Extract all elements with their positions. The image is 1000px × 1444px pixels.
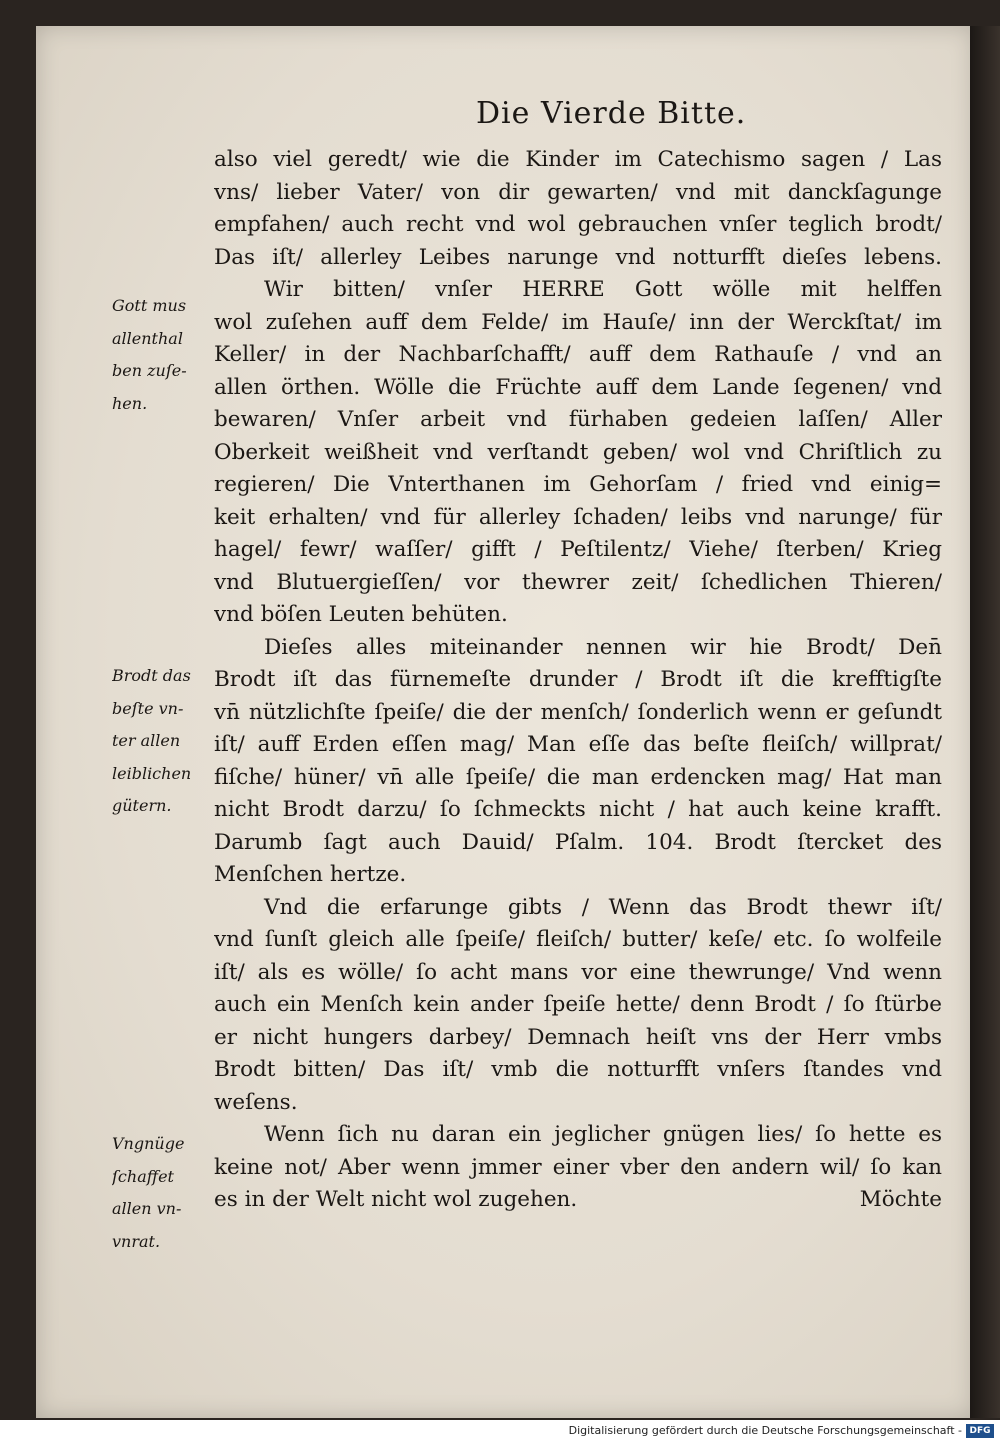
margin-note-line: Vngnüge (112, 1134, 185, 1153)
text-line: Keller/ in der Nachbarſchafft/ auff dem Rathauſe / vnd an (214, 342, 942, 367)
margin-note-line: ter allen (112, 731, 181, 750)
margin-note (112, 1128, 214, 1258)
text-line: also viel geredt/ wie die Kinder im Catechismo sagen / Las (214, 147, 942, 172)
text-line: auch ein Menſch kein ander ſpeiſe hette/ denn Brodt / ſo ſtürbe (214, 992, 942, 1017)
text-line: iſt/ auff Erden eſſen mag/ Man eſſe das beſte fleiſch/ willprat/ (214, 732, 942, 757)
text-line: Dieſes alles miteinander nennen wir hie Brodt/ Den̄ (264, 634, 942, 660)
text-line: Das iſt/ allerley Leibes narunge vnd notturfft dieſes lebens. (214, 244, 942, 270)
margin-note (112, 290, 214, 420)
margin-note-line: allenthal (112, 328, 183, 348)
text-line: Menſchen hertze. (214, 862, 407, 887)
text-line: allen örthen. Wölle die Früchte auff dem Lande ſegenen/ vnd (214, 374, 942, 400)
book-gutter (970, 26, 1000, 1418)
text-line: keit erhalten/ vnd für allerley ſchaden/ leibs vnd narunge/ für (214, 504, 942, 530)
text-line: bewaren/ Vnſer arbeit vnd fürhaben gedeien laſſen/ Aller (214, 407, 942, 432)
body-text (214, 144, 942, 1217)
text-line: er nicht hungers darbey/ Demnach heiſt vns der Herr vmbs (214, 1024, 942, 1050)
margin-note-line: hen. (112, 393, 148, 413)
text-line: nicht Brodt darzu/ ſo ſchmeckts nicht / hat auch keine krafft. (214, 797, 942, 822)
text-line: weſens. (214, 1089, 298, 1115)
text-line: Darumb ſagt auch Dauid/ Pſalm. 104. Brodt ſtercket des (214, 829, 942, 855)
margin-note-line: beſte vn- (112, 698, 184, 718)
margin-note-line: gütern. (112, 796, 172, 815)
text-line: vnd böſen Leuten behüten. (214, 602, 508, 627)
text-line: fiſche/ hüner/ vn̄ alle ſpeiſe/ die man erdencken mag/ Hat man (214, 764, 942, 790)
text-line: regieren/ Die Vnterthanen im Gehorſam / fried vnd einig= (214, 472, 942, 497)
text-line: es in der Welt nicht wol zugehen. (214, 1187, 578, 1212)
text-line: Brodt bitten/ Das iſt/ vmb die notturfft vnſers ſtandes vnd (214, 1057, 942, 1082)
text-line: iſt/ als es wölle/ ſo acht mans vor eine thewrunge/ Vnd wenn (214, 959, 942, 985)
footer-bar (0, 1420, 1000, 1444)
margin-note-line: ben zuſe- (112, 361, 187, 380)
text-line: Wir bitten/ vnſer HERRE Gott wölle mit helffen (264, 277, 942, 302)
running-head: Die Vierde Bitte. (476, 96, 747, 131)
text-line: keine not/ Aber wenn jmmer einer vber den andern wil/ ſo kan (214, 1154, 942, 1180)
text-line: wol zuſehen auff dem Felde/ im Hauſe/ inn der Werckſtat/ im (214, 309, 942, 335)
text-line: vn̄ nützlichſte ſpeiſe/ die der menſch/ ſonderlich wenn er geſundt (214, 699, 942, 725)
margin-note (112, 660, 214, 823)
text-line: Brodt iſt das fürnemeſte drunder / Brodt iſt die krefftigſte (214, 667, 942, 692)
text-line: Vnd die erfarunge gibts / Wenn das Brodt thewr iſt/ (264, 894, 942, 920)
margin-note-line: leiblichen (112, 763, 192, 783)
text-line: hagel/ fewr/ waſſer/ gifft / Peſtilentz/ Viehe/ ſterben/ Krieg (214, 537, 942, 562)
catchword: Möchte (859, 1187, 942, 1212)
text-line: empfahen/ auch recht vnd wol gebrauchen vnſer teglich brodt/ (214, 212, 942, 237)
text-line: vns/ lieber Vater/ von dir gewarten/ vnd mit danckſagunge (214, 179, 942, 205)
margin-note-line: allen vn- (112, 1199, 182, 1218)
footer-credit: Digitalisierung gefördert durch die Deutsche Forschungsgemeinschaft - (568, 1424, 962, 1437)
text-line: vnd Blutuergieſſen/ vor thewrer zeit/ ſchedlichen Thieren/ (214, 569, 942, 595)
margin-note-line: Brodt das (112, 666, 191, 685)
dfg-logo[interactable]: DFG (966, 1424, 994, 1438)
text-line: Wenn ſich nu daran ein jeglicher gnügen lies/ ſo hette es (264, 1122, 942, 1147)
margin-note-line: vnrat. (112, 1231, 161, 1251)
margin-note-line: ſchaffet (112, 1166, 174, 1186)
text-line: vnd ſunſt gleich alle ſpeiſe/ fleiſch/ butter/ keſe/ etc. ſo wolfeile (214, 927, 942, 952)
margin-note-line: Gott mus (112, 296, 187, 315)
text-line: Oberkeit weißheit vnd verſtandt geben/ wol vnd Chriſtlich zu (214, 439, 942, 465)
last-line-row (214, 1184, 942, 1217)
